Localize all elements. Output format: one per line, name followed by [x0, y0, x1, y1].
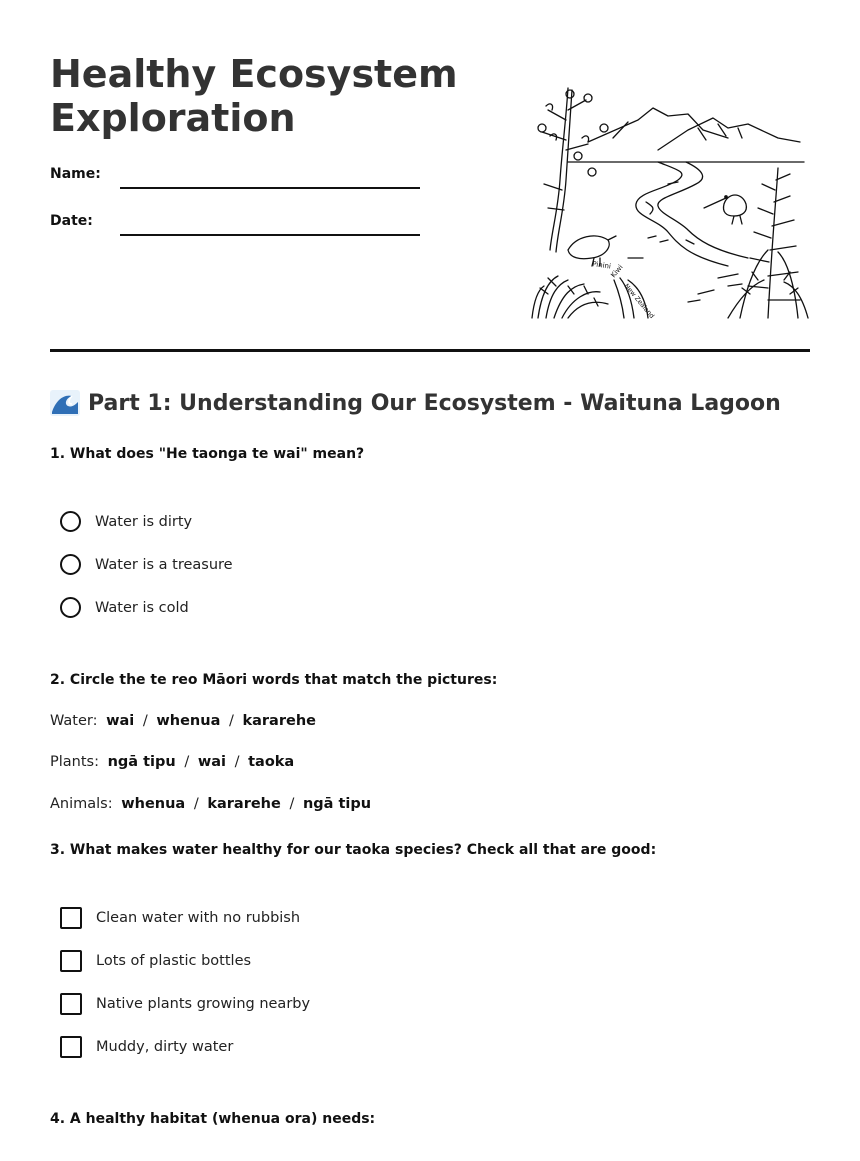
option-label: Water is dirty: [95, 513, 193, 530]
separator: /: [193, 796, 199, 812]
q3-option-4[interactable]: [60, 1036, 233, 1058]
option-label: Clean water with no rubbish: [96, 910, 301, 926]
q3-option-1[interactable]: [60, 907, 300, 929]
date-field[interactable]: [120, 234, 420, 236]
question-1: 1. What does "He taonga te wai" mean?: [50, 446, 365, 462]
svg-text:Kiwi: Kiwi: [609, 263, 625, 280]
svg-text:New Zealand: New Zealand: [622, 282, 657, 321]
separator: /: [234, 754, 240, 770]
question-2: 2. Circle the te reo Māori words that match the pictures:: [50, 672, 498, 688]
name-field[interactable]: [120, 187, 420, 189]
page-title: Healthy Ecosystem Exploration: [50, 52, 458, 140]
word-choice[interactable]: wai: [106, 713, 135, 729]
word-choice[interactable]: kararehe: [242, 713, 316, 729]
q3-option-3[interactable]: [60, 993, 310, 1015]
svg-text:Pinini: Pinini: [591, 260, 612, 271]
word-choice[interactable]: whenua: [121, 796, 186, 812]
option-label: Lots of plastic bottles: [96, 953, 252, 969]
row-label: Plants:: [50, 754, 99, 770]
q1-option-3[interactable]: [60, 597, 189, 618]
option-label: Native plants growing nearby: [96, 996, 311, 1012]
q3-option-2[interactable]: [60, 950, 251, 972]
word-choice[interactable]: whenua: [156, 713, 221, 729]
word-choice[interactable]: ngā tipu: [107, 754, 176, 770]
option-label: Water is a treasure: [95, 556, 233, 573]
radio-button[interactable]: [60, 597, 81, 618]
word-choice[interactable]: ngā tipu: [302, 796, 372, 812]
water-wave-icon: [50, 390, 80, 416]
question-4: 4. A healthy habitat (whenua ora) needs:: [50, 1111, 376, 1127]
radio-button[interactable]: [60, 554, 81, 575]
separator: /: [184, 754, 190, 770]
word-row-water: [50, 713, 316, 729]
checkbox[interactable]: [60, 950, 82, 972]
name-label: Name:: [50, 166, 101, 182]
option-label: Muddy, dirty water: [96, 1039, 234, 1055]
part1-heading-text: Part 1: Understanding Our Ecosystem - Waituna Lagoon: [88, 390, 781, 416]
word-choice[interactable]: wai: [197, 754, 226, 770]
question-3: 3. What makes water healthy for our taoka species? Check all that are good:: [50, 842, 657, 858]
word-row-animals: [50, 796, 371, 812]
word-choice[interactable]: kararehe: [207, 796, 281, 812]
row-label: Water:: [50, 713, 98, 729]
separator: /: [142, 713, 148, 729]
word-choice[interactable]: taoka: [248, 754, 295, 770]
separator: /: [289, 796, 295, 812]
date-label: Date:: [50, 213, 93, 229]
radio-button[interactable]: [60, 511, 81, 532]
separator: /: [228, 713, 234, 729]
checkbox[interactable]: [60, 1036, 82, 1058]
q1-option-1[interactable]: [60, 511, 192, 532]
option-label: Water is cold: [95, 599, 189, 616]
checkbox[interactable]: [60, 993, 82, 1015]
landscape-illustration: [528, 80, 812, 322]
part1-heading: [50, 390, 781, 416]
q1-option-2[interactable]: [60, 554, 233, 575]
row-label: Animals:: [50, 796, 113, 812]
checkbox[interactable]: [60, 907, 82, 929]
word-row-plants: [50, 754, 294, 770]
section-divider: [50, 349, 810, 352]
